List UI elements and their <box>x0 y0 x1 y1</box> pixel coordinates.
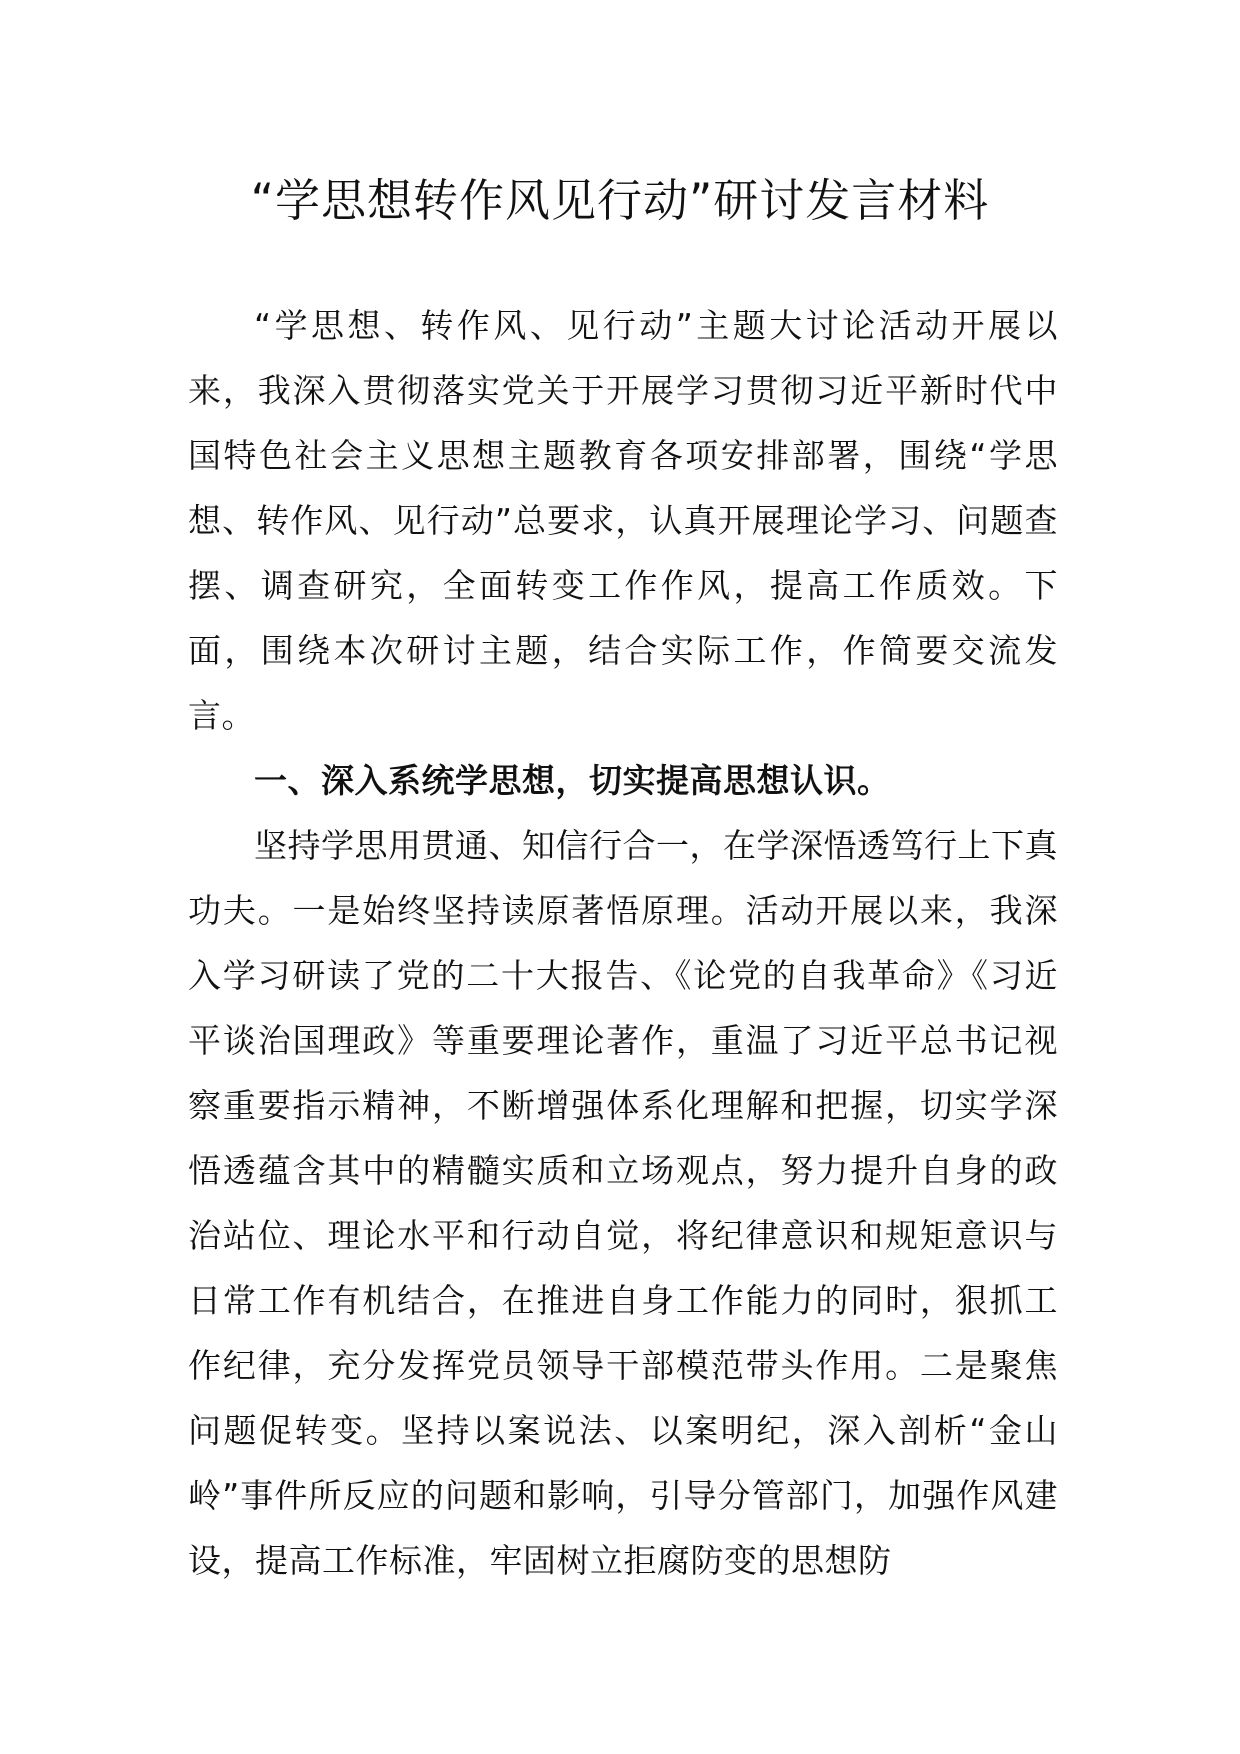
document-body <box>188 293 1058 1593</box>
section-1-paragraph: 坚持学思用贯通、知信行合一，在学深悟透笃行上下真功夫。一是始终坚持读原著悟原理。活动开展以来，我深入学习研读了党的二十大报告、《论党的自我革命》《习近平谈治国理政》等重要理论著作，重温了习近平总书记视察重要指示精神，不断增强体系化理解和把握，切实学深悟透蕴含其中的精髓实质和立场观点，努力提升自身的政治站位、理论水平和行动自觉，将纪律意识和规矩意识与日常工作有机结合，在推进自身工作能力的同时，狠抓工作纪律，充分发挥党员领导干部模范带头作用。二是聚焦问题促转变。坚持以案说法、以案明纪，深入剖析“金山岭”事件所反应的问题和影响，引导分管部门，加强作风建设，提高工作标准，牢固树立拒腐防变的思想防 <box>188 826 1058 1580</box>
intro-paragraph: “学思想、转作风、见行动”主题大讨论活动开展以来，我深入贯彻落实党关于开展学习贯彻习近平新时代中国特色社会主义思想主题教育各项安排部署，围绕“学思想、转作风、见行动”总要求，认真开展理论学习、问题查摆、调查研究，全面转变工作作风，提高工作质效。下面，围绕本次研讨主题，结合实际工作，作简要交流发言。 <box>188 306 1058 735</box>
section-heading-1: 一、深入系统学思想，切实提高思想认识。 <box>254 761 891 800</box>
document-title: “学思想转作风见行动”研讨发言材料 <box>250 174 990 227</box>
